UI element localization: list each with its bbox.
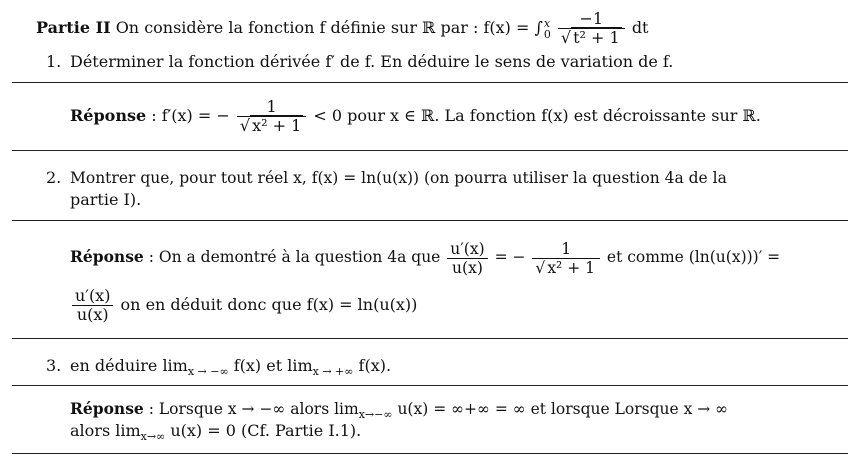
answer-2-fraction-1-numerator: u′(x) bbox=[450, 239, 485, 258]
answer-2-mid: = − bbox=[494, 248, 526, 266]
integral-bounds bbox=[544, 18, 551, 40]
question-2-line-1: Montrer que, pour tout réel x, f(x) = ln(u(x)) (on pourra utiliser la question 4a de la bbox=[70, 169, 727, 187]
answer-2-fraction-1 bbox=[447, 240, 487, 277]
answer-2-fraction-3-numerator: u′(x) bbox=[75, 286, 111, 305]
integral-upper-bound: x bbox=[543, 16, 551, 30]
answer-1-denominator: √ x² + 1 bbox=[237, 116, 306, 135]
answer-2-post: et comme (ln(u(x)))′ = bbox=[606, 248, 781, 266]
answer-1 bbox=[70, 92, 761, 140]
divider bbox=[12, 82, 848, 83]
divider bbox=[12, 453, 848, 454]
integrand-fraction bbox=[558, 10, 625, 47]
answer-1-post: < 0 pour x ∈ ℝ. La fonction f(x) est décroissante sur ℝ. bbox=[313, 106, 761, 125]
answer-3-sub-1: x→−∞ bbox=[358, 408, 393, 421]
answer-1-numerator: 1 bbox=[266, 97, 277, 116]
question-3-mid: f(x) et lim bbox=[233, 356, 313, 375]
answer-3-text-a: : Lorsque x → −∞ alors lim bbox=[148, 400, 359, 418]
question-2-number: 2. bbox=[46, 168, 62, 187]
question-3-number: 3. bbox=[46, 356, 62, 375]
integrand-denominator: √ t² + 1 bbox=[558, 28, 625, 47]
answer-2-fraction-2-denominator: √ x² + 1 bbox=[532, 258, 600, 277]
answer-2-fraction-3 bbox=[72, 287, 113, 324]
answer-1-fraction bbox=[237, 98, 306, 135]
answer-2-fraction-3-denominator: u(x) bbox=[72, 305, 113, 324]
question-3-limit-sub-1: x → −∞ bbox=[187, 365, 229, 378]
answer-1-label: Réponse bbox=[70, 106, 147, 125]
answer-3-text-b: u(x) = ∞+∞ = ∞ et lorsque Lorsque x → ∞ bbox=[397, 400, 729, 418]
answer-3-line-2-b: u(x) = 0 (Cf. Partie I.1). bbox=[170, 421, 362, 440]
divider bbox=[12, 220, 848, 221]
answer-3-label: Réponse bbox=[70, 399, 144, 418]
answer-2-line-2 bbox=[70, 282, 417, 328]
answer-2-fraction-2 bbox=[532, 240, 600, 277]
answer-2-fraction-1-denominator: u(x) bbox=[447, 258, 487, 277]
answer-3-line-2-a: alors lim bbox=[70, 421, 141, 440]
answer-2-line-1 bbox=[70, 234, 780, 280]
answer-2-label: Réponse bbox=[70, 247, 144, 266]
answer-3-sub-2: x→∞ bbox=[140, 430, 166, 443]
integral-differential: dt bbox=[631, 18, 649, 37]
answer-2-conclusion: on en déduit donc que f(x) = ln(u(x)) bbox=[120, 295, 418, 314]
question-1-number: 1. bbox=[46, 52, 62, 71]
divider bbox=[12, 150, 848, 151]
question-3-pre: en déduire lim bbox=[70, 356, 188, 375]
integrand-numerator: −1 bbox=[579, 9, 604, 28]
question-3-limit-sub-2: x → +∞ bbox=[312, 365, 354, 378]
answer-1-pre: : f′(x) = − bbox=[151, 106, 230, 125]
answer-2-pre: : On a demontré à la question 4a que bbox=[148, 248, 441, 266]
part-heading bbox=[36, 10, 648, 47]
part-label: Partie II bbox=[36, 18, 111, 37]
question-3-end: f(x). bbox=[358, 356, 392, 375]
answer-2-fraction-2-numerator: 1 bbox=[561, 239, 572, 258]
part-intro: On considère la fonction f définie sur ℝ par : f(x) = ∫ bbox=[115, 18, 543, 37]
divider bbox=[12, 338, 848, 339]
answer-3-line-2 bbox=[70, 421, 361, 447]
question-1-text: Déterminer la fonction dérivée f′ de f. En déduire le sens de variation de f. bbox=[70, 52, 674, 71]
question-3-text bbox=[70, 356, 391, 382]
divider bbox=[12, 385, 848, 386]
integral-lower-bound: 0 bbox=[543, 27, 551, 41]
question-2-line-2: partie I). bbox=[70, 190, 142, 209]
